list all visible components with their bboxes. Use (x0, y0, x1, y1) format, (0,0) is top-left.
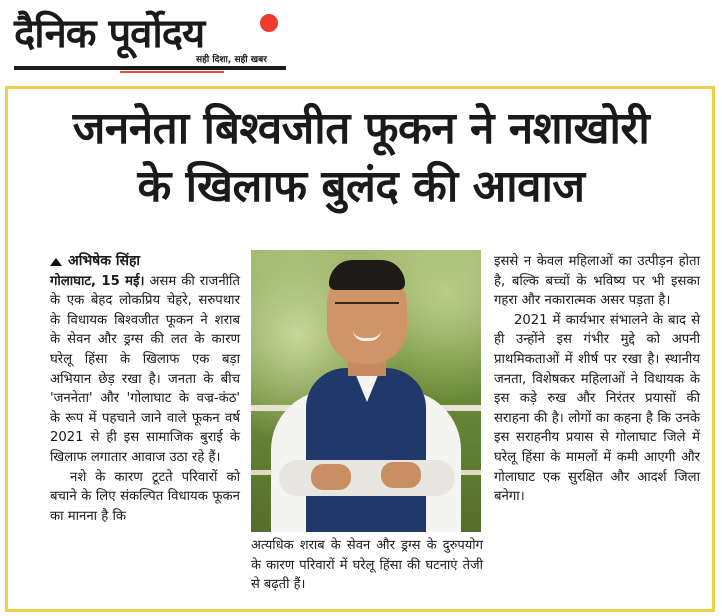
column-3-paragraph-2: 2021 में कार्यभार संभालने के बाद से ही उन्होंने इस गंभीर मुद्दे को अपनी प्राथमिकताओं में शीर्ष पर रखा है। स्थानीय जनता, विशेषकर महिलाओं ने विधायक के इस कड़े रुख और निरंतर प्रयासों की सराहना की है। लोगों का कहना है कि उनके इस सराहनीय प्रयास से गोलाघाट जिले में घरेलू हिंसा के मामलों में कमी आएगी और गोलाघाट एक सुरक्षित और आदर्श जिला बनेगा। (494, 312, 700, 505)
triangle-icon (50, 258, 62, 266)
article-photo (251, 250, 481, 532)
article-column-1 (50, 252, 240, 526)
tagline: सही दिशा, सही खबर (196, 55, 267, 65)
photo-hand-right (381, 462, 421, 488)
column-3-paragraph-1: इससे न केवल महिलाओं का उत्पीड़न होता है, बल्कि बच्चों के भविष्य पर भी इसका गहरा और नकारात्मक असर पड़ता है। (494, 254, 700, 309)
masthead-subrule (120, 71, 224, 73)
photo-crossed-arms (279, 460, 455, 496)
byline-author: अभिषेक सिंहा (68, 253, 141, 269)
headline-line-1: जननेता बिश्वजीत फूकन ने नशाखोरी (72, 103, 650, 154)
newspaper-logo: दैनिक पूर्वोदय (14, 11, 205, 57)
masthead-rule (14, 66, 286, 70)
column-1-body-1: असम की राजनीति के एक बेहद लोकप्रिय चेहरे, सरुपथार के विधायक बिश्वजीत फूकन ने शराब के सेवन और ड्रग्स की लत के कारण घरेलू हिंसा के खिलाफ एक बड़ा अभियान छेड़ रखा है। जनता के बीच 'जननेता' और 'गोलाघाट के वज्र-कंठ' के रूप में पहचाने जाने वाले फूकन वर्ष 2021 से ही इस सामाजिक बुराई के खिलाफ लगातार आवाज उठा रहे हैं। (50, 273, 240, 465)
column-1-paragraph-1 (50, 272, 240, 468)
headline-line-2: के खिलाफ बुलंद की आवाज (137, 161, 585, 212)
photo-glasses (335, 302, 399, 316)
photo-caption: अत्यधिक शराब के सेवन और ड्रग्स के दुरुपयोग के कारण परिवारों में घरेलू हिंसा की घटनाएं तेजी से बढ़ती हैं। (251, 538, 483, 593)
article-headline (20, 100, 702, 216)
logo-dot-icon (260, 14, 278, 32)
masthead (0, 0, 722, 80)
column-1-paragraph-2: नशे के कारण टूटते परिवारों को बचाने के लिए संकल्पित विधायक फूकन का मानना है कि (50, 469, 240, 524)
dateline: गोलाघाट, 15 मई। (50, 273, 145, 289)
photo-hand-left (311, 464, 351, 490)
article-column-3 (494, 252, 700, 507)
byline (50, 252, 240, 272)
photo-hair (329, 260, 405, 290)
